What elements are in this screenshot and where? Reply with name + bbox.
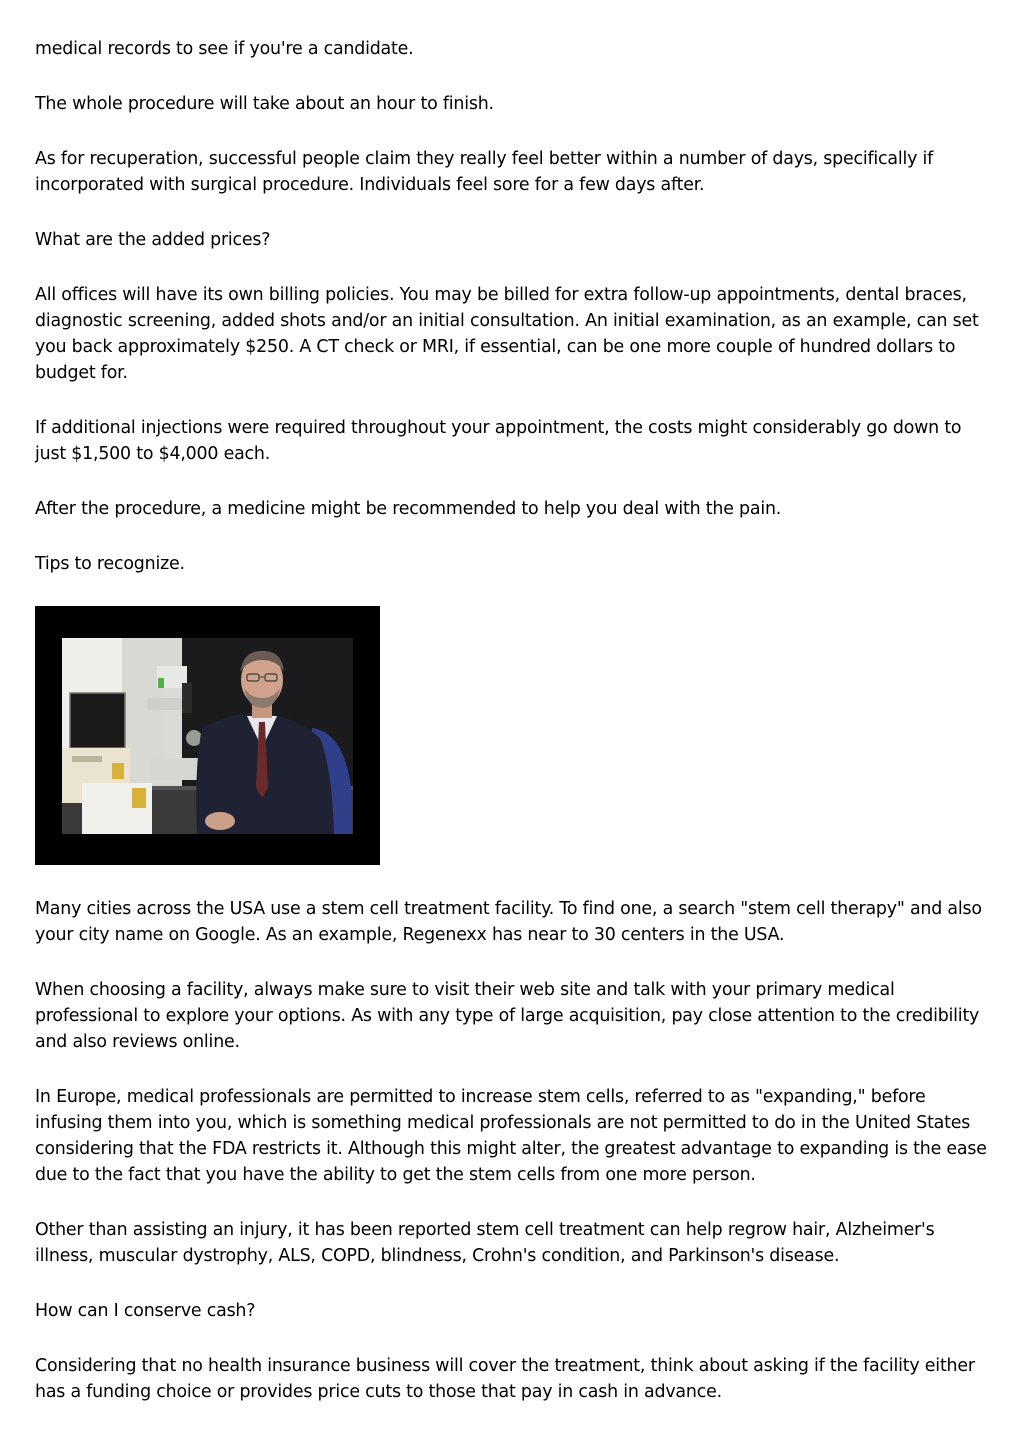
paragraph: The whole procedure will take about an hour to finish. [35, 94, 494, 114]
paragraph: As for recuperation, successful people claim they really feel better within a number of days, specifically if incorporated with surgical procedure. Individuals feel sore for a few days after. [35, 149, 934, 195]
paragraph: medical records to see if you're a candidate. [35, 39, 414, 59]
paragraph: Considering that no health insurance business will cover the treatment, think about asking if the facility either has a funding choice or provides price cuts to those that pay in cash in advance. [35, 1356, 975, 1402]
paragraph: Many cities across the USA use a stem cell treatment facility. To find one, a search "stem cell therapy" and also your city name on Google. As an example, Regenexx has near to 30 centers in the USA. [35, 899, 982, 945]
section-heading: How can I conserve cash? [35, 1301, 256, 1321]
paragraph: When choosing a facility, always make sure to visit their web site and talk with your primary medical professional to explore your options. As with any type of large acquisition, pay close attention to the credibility and also reviews online. [35, 980, 980, 1052]
paragraph: Other than assisting an injury, it has been reported stem cell treatment can help regrow hair, Alzheimer's illness, muscular dystrophy, ALS, COPD, blindness, Crohn's condition, and Parkinson's disease. [35, 1220, 935, 1266]
document-body [35, 36, 991, 1434]
paragraph: All offices will have its own billing policies. You may be billed for extra follow-up appointments, dental braces, diagnostic screening, added shots and/or an initial consultation. An initial examination, as an example, can set you back approximately $250. A CT check or MRI, if essential, can be one more couple of hundred dollars to budget for. [35, 285, 979, 383]
section-heading: Tips to recognize. [35, 554, 185, 574]
paragraph: In Europe, medical professionals are permitted to increase stem cells, referred to as "expanding," before infusing them into you, which is something medical professionals are not permitted to do in the United States considering that the FDA restricts it. Although this might alter, the greatest advantage to expanding is the ease due to the fact that you have the ability to get the stem cells from one more person. [35, 1087, 987, 1185]
doctor-in-lab-photo [62, 638, 353, 834]
doctor-in-lab-illustration [62, 638, 353, 834]
section-heading: What are the added prices? [35, 230, 271, 250]
paragraph: After the procedure, a medicine might be recommended to help you deal with the pain. [35, 499, 782, 519]
photo-frame [35, 606, 380, 865]
paragraph: If additional injections were required throughout your appointment, the costs might considerably go down to just $1,500 to $4,000 each. [35, 418, 962, 464]
